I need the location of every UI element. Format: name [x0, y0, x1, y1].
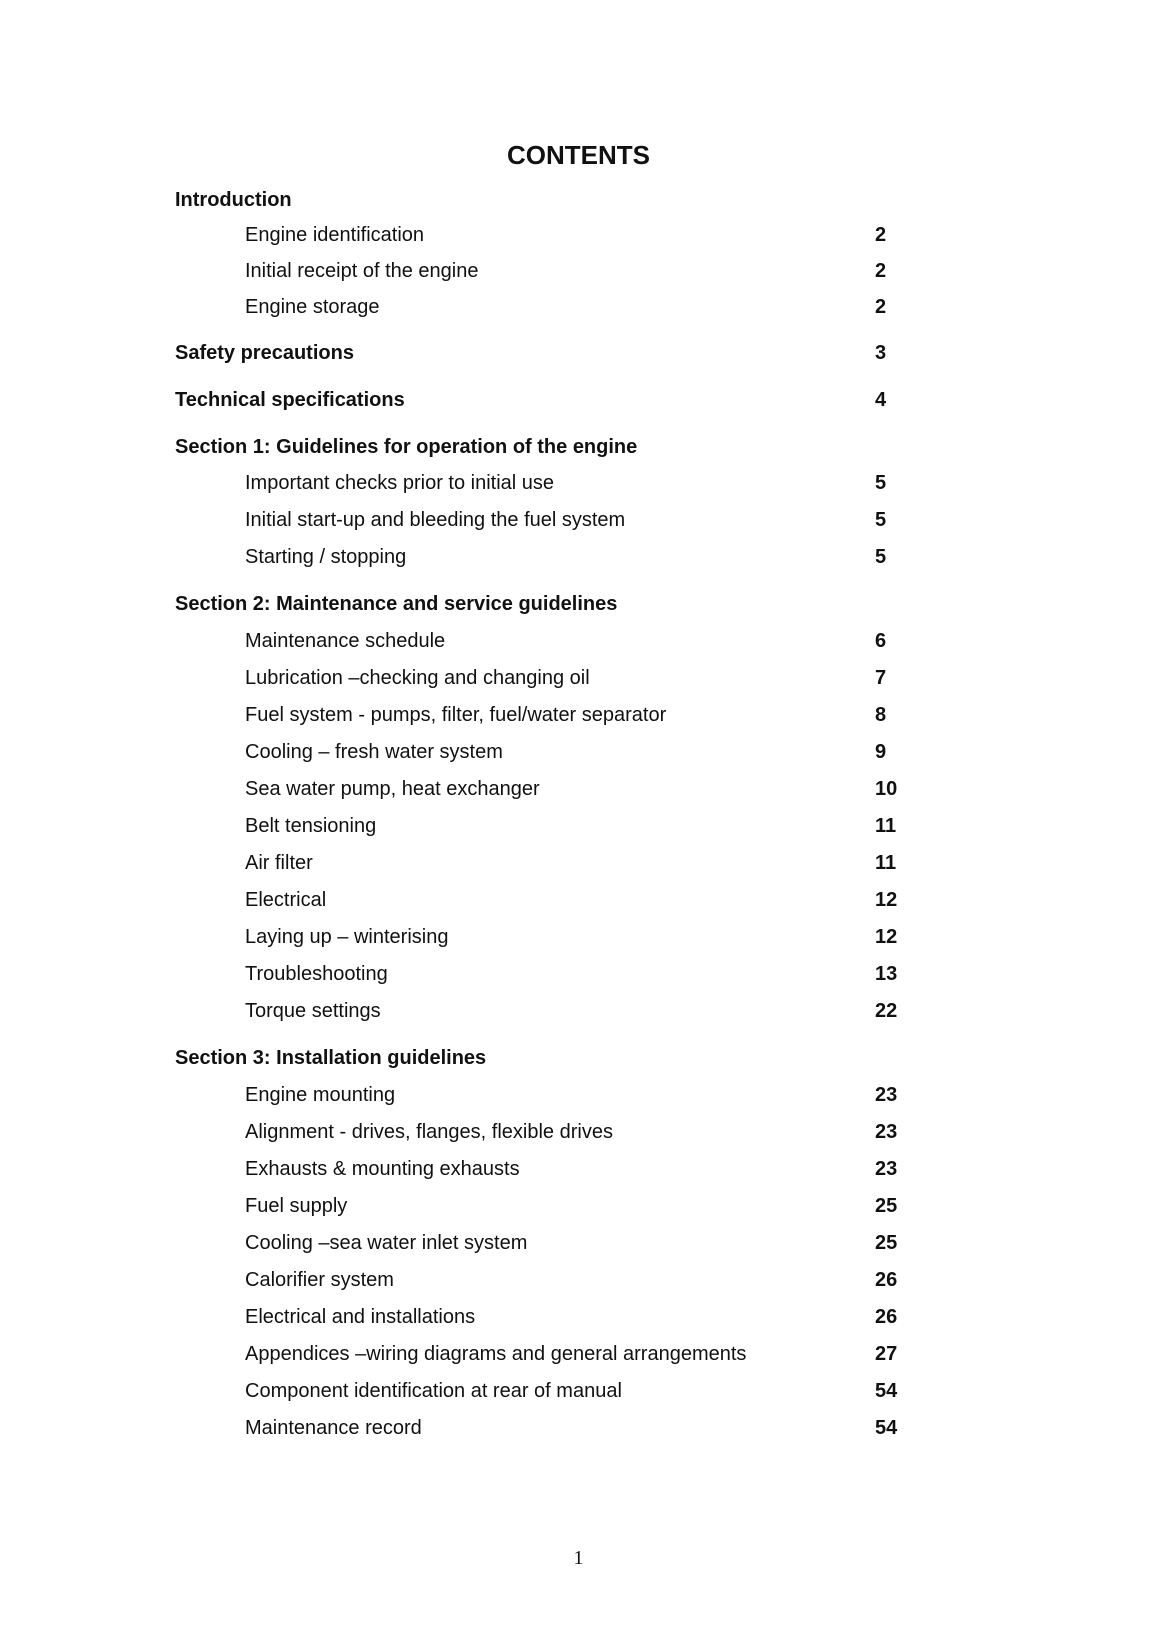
toc-entry-label: Exhausts & mounting exhausts	[245, 1158, 520, 1180]
toc-entry-page: 26	[875, 1269, 898, 1291]
toc-entry-page: 12	[875, 889, 898, 911]
toc-entry-row	[0, 542, 1157, 572]
toc-section-heading: Introduction	[175, 189, 292, 211]
toc-entry-page: 22	[875, 1000, 898, 1022]
toc-section-row	[0, 185, 1157, 215]
toc-section-row	[0, 385, 1157, 415]
toc-entry-row	[0, 1080, 1157, 1110]
toc-entry-page: 5	[875, 546, 887, 568]
toc-entry-page: 10	[875, 778, 898, 800]
toc-entry-page: 2	[875, 224, 887, 246]
toc-entry-page: 9	[875, 741, 887, 763]
toc-section-heading: Section 2: Maintenance and service guidelines	[175, 593, 618, 615]
toc-section-heading: Section 1: Guidelines for operation of the engine	[175, 436, 638, 458]
toc-entry-label: Cooling – fresh water system	[245, 741, 503, 763]
toc-section-row	[0, 432, 1157, 462]
toc-entry-label: Initial start-up and bleeding the fuel system	[245, 509, 626, 531]
toc-entry-row	[0, 811, 1157, 841]
toc-entry-page: 23	[875, 1121, 898, 1143]
toc-entry-page: 26	[875, 1306, 898, 1328]
toc-section-row	[0, 338, 1157, 368]
toc-entry-label: Fuel system - pumps, filter, fuel/water separator	[245, 704, 667, 726]
toc-entry-row	[0, 1117, 1157, 1147]
toc-entry-row	[0, 700, 1157, 730]
toc-entry-page: 5	[875, 472, 887, 494]
toc-entry-row	[0, 220, 1157, 250]
toc-entry-page: 54	[875, 1417, 898, 1439]
toc-entry-label: Laying up – winterising	[245, 926, 449, 948]
toc-entry-label: Lubrication –checking and changing oil	[245, 667, 590, 689]
toc-entry-label: Engine identification	[245, 224, 425, 246]
toc-entry-label: Electrical and installations	[245, 1306, 476, 1328]
page-number: 1	[573, 1547, 584, 1569]
toc-entry-label: Engine mounting	[245, 1084, 396, 1106]
toc-section-heading: Safety precautions	[175, 342, 354, 364]
toc-section-page: 4	[875, 389, 887, 411]
toc-entry-page: 12	[875, 926, 898, 948]
toc-entry-label: Initial receipt of the engine	[245, 260, 479, 282]
toc-entry-row	[0, 1339, 1157, 1369]
toc-entry-row	[0, 996, 1157, 1026]
toc-section-row	[0, 589, 1157, 619]
toc-entry-page: 8	[875, 704, 887, 726]
toc-entry-row	[0, 848, 1157, 878]
toc-entry-row	[0, 468, 1157, 498]
toc-section-page: 3	[875, 342, 887, 364]
toc-entry-label: Cooling –sea water inlet system	[245, 1232, 528, 1254]
toc-entry-row	[0, 922, 1157, 952]
toc-entry-row	[0, 256, 1157, 286]
toc-section-heading: Section 3: Installation guidelines	[175, 1047, 487, 1069]
toc-entry-row	[0, 737, 1157, 767]
toc-entry-page: 23	[875, 1158, 898, 1180]
toc-entry-label: Electrical	[245, 889, 327, 911]
toc-entry-label: Important checks prior to initial use	[245, 472, 555, 494]
toc-entry-label: Air filter	[245, 852, 313, 874]
toc-entry-label: Belt tensioning	[245, 815, 377, 837]
toc-entry-label: Appendices –wiring diagrams and general arrangements	[245, 1343, 747, 1365]
toc-entry-row	[0, 774, 1157, 804]
toc-entry-page: 11	[875, 852, 897, 874]
toc-entry-row	[0, 1191, 1157, 1221]
page-title: CONTENTS	[507, 140, 650, 170]
toc-entry-row	[0, 1302, 1157, 1332]
toc-entry-label: Sea water pump, heat exchanger	[245, 778, 540, 800]
toc-entry-row	[0, 1154, 1157, 1184]
toc-entry-label: Calorifier system	[245, 1269, 394, 1291]
toc-entry-row	[0, 885, 1157, 915]
toc-entry-row	[0, 1228, 1157, 1258]
toc-entry-page: 54	[875, 1380, 898, 1402]
toc-entry-label: Engine storage	[245, 296, 380, 318]
toc-entry-label: Fuel supply	[245, 1195, 348, 1217]
toc-entry-page: 27	[875, 1343, 898, 1365]
toc-entry-page: 5	[875, 509, 887, 531]
toc-entry-label: Torque settings	[245, 1000, 381, 1022]
toc-section-heading: Technical specifications	[175, 389, 405, 411]
toc-entry-page: 13	[875, 963, 898, 985]
toc-entry-row	[0, 292, 1157, 322]
toc-section-row	[0, 1043, 1157, 1073]
toc-entry-label: Troubleshooting	[245, 963, 388, 985]
toc-entry-page: 25	[875, 1195, 898, 1217]
toc-entry-row	[0, 959, 1157, 989]
toc-entry-label: Maintenance record	[245, 1417, 422, 1439]
toc-entry-page: 2	[875, 296, 887, 318]
toc-entry-row	[0, 1376, 1157, 1406]
toc-entry-label: Maintenance schedule	[245, 630, 446, 652]
toc-entry-row	[0, 1265, 1157, 1295]
toc-entry-page: 23	[875, 1084, 898, 1106]
toc-entry-label: Component identification at rear of manual	[245, 1380, 622, 1402]
toc-entry-page: 2	[875, 260, 887, 282]
toc-entry-row	[0, 1413, 1157, 1443]
toc-entry-row	[0, 663, 1157, 693]
toc-entry-row	[0, 626, 1157, 656]
toc-entry-page: 11	[875, 815, 897, 837]
toc-entry-page: 25	[875, 1232, 898, 1254]
toc-entry-page: 6	[875, 630, 887, 652]
toc-entry-page: 7	[875, 667, 887, 689]
toc-entry-label: Alignment - drives, flanges, flexible drives	[245, 1121, 613, 1143]
toc-entry-row	[0, 505, 1157, 535]
toc-entry-label: Starting / stopping	[245, 546, 407, 568]
